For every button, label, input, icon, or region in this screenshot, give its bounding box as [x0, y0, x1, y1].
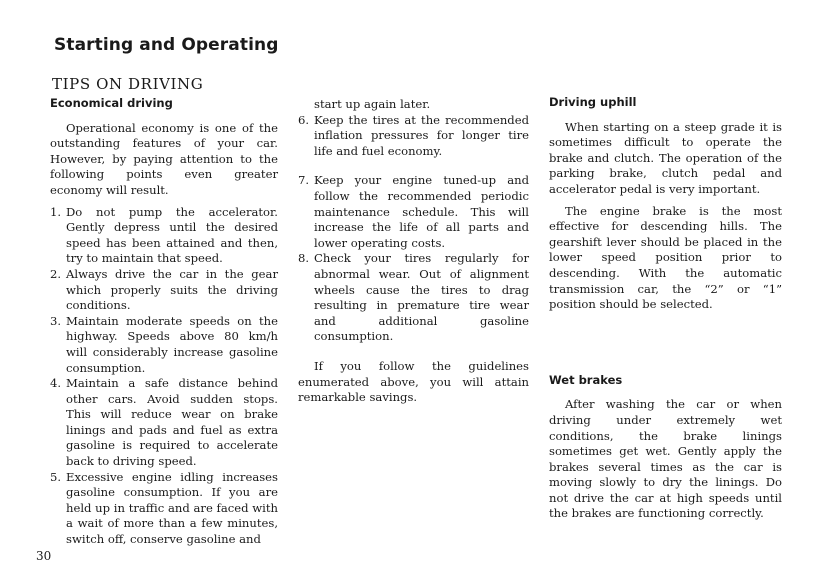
list-number: 2.	[50, 266, 62, 281]
economy-tips-list	[50, 205, 278, 548]
list-text: Maintain a safe distance behind other cars. Avoid sudden stops. This will reduce wear on brake linings and pads and fuel as extra gasoline is required to accelerate back to driving speed.	[66, 376, 278, 469]
wet-brakes-paragraph: After washing the car or when driving under extremely wet conditions, the brake linings sometimes get wet. Gently apply the brakes several times as the car is moving slowly to dry the linings. Do not drive the car at high speeds until the brakes are functioning correctly.	[549, 397, 782, 521]
economy-tips-list-continued	[298, 113, 529, 345]
list-number: 1.	[50, 204, 62, 219]
uphill-paragraph-2: The engine brake is the most effective for descending hills. The gearshift lever should be placed in the lower speed position prior to descending. With the automatic transmission car, the “2” or “1” position should be selected.	[549, 203, 782, 312]
list-item	[50, 267, 278, 314]
economical-driving-heading: Economical driving	[50, 96, 173, 110]
list-number: 4.	[50, 376, 62, 391]
section-title: TIPS ON DRIVING	[52, 75, 204, 93]
list-text: Excessive engine idling increases gasoline consumption. If you are held up in traffic and are faced with a wait of more than a few minutes, switch off, conserve gasoline and	[66, 469, 278, 547]
list-number: 8.	[298, 251, 310, 266]
column-right	[549, 95, 782, 522]
list-number: 7.	[298, 173, 310, 188]
list-item	[298, 173, 529, 251]
list-number: 5.	[50, 469, 62, 484]
list-number: 6.	[298, 112, 310, 127]
page-title: Starting and Operating	[54, 35, 279, 55]
economical-intro: Operational economy is one of the outstanding features of your car. However, by paying attention to the following points even greater economy will result.	[50, 120, 278, 197]
list-item	[50, 205, 278, 267]
wet-brakes-heading: Wet brakes	[549, 372, 623, 387]
column-left	[50, 96, 278, 548]
list-item	[298, 113, 529, 160]
list-text: Do not pump the accelerator. Gently depress until the desired speed has been attained and then, try to maintain that speed.	[66, 204, 278, 266]
list-text: Always drive the car in the gear which properly suits the driving conditions.	[66, 266, 278, 313]
list-item	[298, 251, 529, 345]
list-item	[50, 376, 278, 470]
uphill-paragraph-1: When starting on a steep grade it is sometimes difficult to operate the brake and clutch. The operation of the parking brake, clutch pedal and accelerator pedal is very important.	[549, 119, 782, 196]
page-number: 30	[36, 549, 52, 563]
item5-continuation: start up again later.	[314, 97, 431, 111]
list-text: Check your tires regularly for abnormal wear. Out of alignment wheels cause the tires to drag resulting in premature tire wear and additional gasoline consumption.	[314, 251, 529, 344]
driving-uphill-heading: Driving uphill	[549, 95, 637, 109]
closing-paragraph: If you follow the guidelines enumerated above, you will attain remarkable savings.	[298, 358, 529, 405]
column-middle	[298, 97, 529, 406]
list-number: 3.	[50, 313, 62, 328]
list-item	[50, 314, 278, 376]
list-item	[50, 470, 278, 548]
list-text: Keep the tires at the recommended inflation pressures for longer tire life and fuel economy.	[314, 112, 529, 158]
list-text: Keep your engine tuned-up and follow the recommended periodic maintenance schedule. This will increase the life of all parts and lower operating costs.	[314, 173, 529, 250]
list-text: Maintain moderate speeds on the highway. Speeds above 80 km/h will considerably increase gasoline consumption.	[66, 313, 278, 375]
